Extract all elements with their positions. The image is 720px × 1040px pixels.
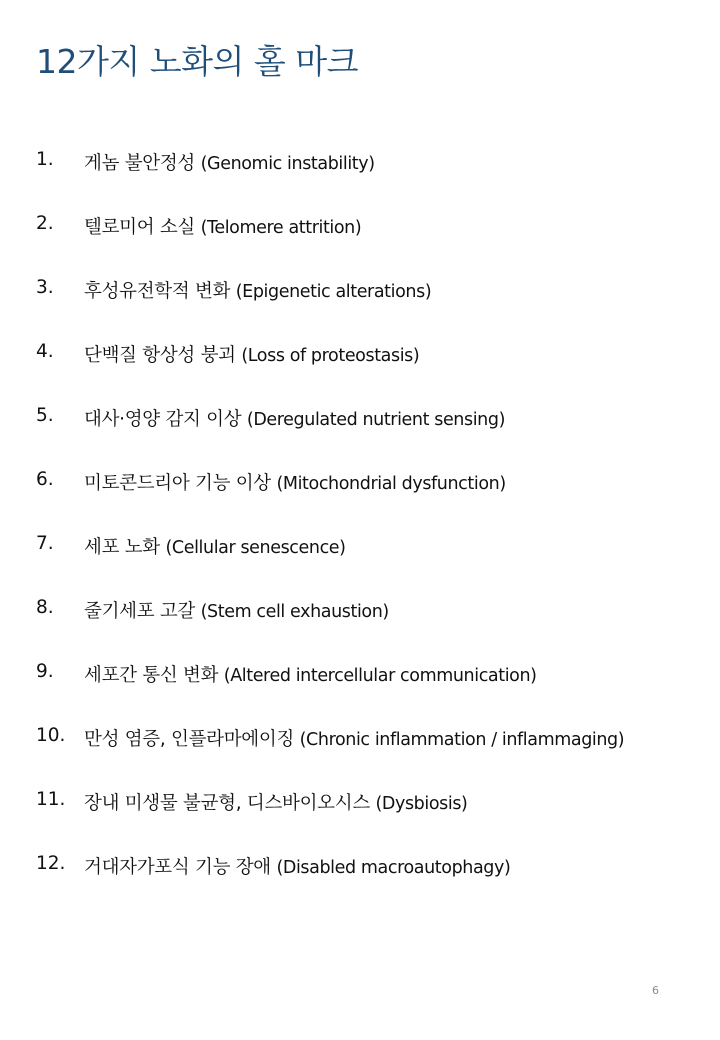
item-korean-text: 게놈 불안정성 — [84, 153, 196, 174]
item-korean-text: 장내 미생물 불균형, 디스바이오시스 — [84, 793, 370, 814]
item-korean-text: 거대자가포식 기능 장애 — [84, 857, 271, 878]
list-item — [36, 207, 716, 271]
item-english-text: (Dysbiosis) — [375, 794, 468, 814]
list-item — [36, 591, 716, 655]
slide-title: 12가지 노화의 홀 마크 — [36, 42, 358, 81]
list-item — [36, 271, 716, 335]
list-item — [36, 719, 716, 783]
item-english-text: (Chronic inflammation / inflammaging) — [299, 730, 625, 750]
item-number: 1. — [36, 149, 54, 170]
item-number: 11. — [36, 789, 66, 810]
item-english-text: (Altered intercellular communication) — [223, 666, 537, 686]
item-english-text: (Stem cell exhaustion) — [200, 602, 389, 622]
item-english-text: (Disabled macroautophagy) — [276, 858, 511, 878]
item-korean-text: 세포간 통신 변화 — [84, 665, 219, 686]
item-text — [84, 597, 389, 623]
item-number: 7. — [36, 533, 54, 554]
item-text — [84, 213, 361, 239]
item-text — [84, 789, 467, 815]
item-english-text: (Loss of proteostasis) — [241, 346, 420, 366]
list-item — [36, 143, 716, 207]
item-number: 3. — [36, 277, 54, 298]
item-english-text: (Cellular senescence) — [165, 538, 346, 558]
item-korean-text: 텔로미어 소실 — [84, 217, 196, 238]
item-korean-text: 만성 염증, 인플라마에이징 — [84, 729, 295, 750]
item-korean-text: 줄기세포 고갈 — [84, 601, 196, 622]
item-number: 10. — [36, 725, 66, 746]
item-english-text: (Genomic instability) — [200, 154, 375, 174]
item-english-text: (Telomere attrition) — [200, 218, 362, 238]
item-number: 4. — [36, 341, 54, 362]
item-text — [84, 853, 510, 879]
item-text — [84, 405, 505, 431]
item-text — [84, 533, 346, 559]
item-text — [84, 341, 419, 367]
item-number: 6. — [36, 469, 54, 490]
item-text — [84, 469, 506, 495]
item-number: 12. — [36, 853, 66, 874]
item-korean-text: 미토콘드리아 기능 이상 — [84, 473, 271, 494]
item-korean-text: 후성유전학적 변화 — [84, 281, 231, 302]
item-korean-text: 대사·영양 감지 이상 — [84, 409, 242, 430]
list-item — [36, 783, 716, 847]
hallmarks-list — [36, 143, 716, 911]
page-number: 6 — [652, 984, 659, 997]
list-item — [36, 847, 716, 911]
item-english-text: (Epigenetic alterations) — [235, 282, 432, 302]
item-number: 8. — [36, 597, 54, 618]
list-item — [36, 399, 716, 463]
item-korean-text: 세포 노화 — [84, 537, 160, 558]
list-item — [36, 655, 716, 719]
list-item — [36, 335, 716, 399]
item-text — [84, 725, 624, 751]
item-text — [84, 661, 537, 687]
list-item — [36, 527, 716, 591]
item-number: 2. — [36, 213, 54, 234]
item-text — [84, 149, 375, 175]
item-text — [84, 277, 431, 303]
item-number: 9. — [36, 661, 54, 682]
item-korean-text: 단백질 항상성 붕괴 — [84, 345, 236, 366]
item-number: 5. — [36, 405, 54, 426]
item-english-text: (Deregulated nutrient sensing) — [246, 410, 506, 430]
list-item — [36, 463, 716, 527]
item-english-text: (Mitochondrial dysfunction) — [276, 474, 506, 494]
